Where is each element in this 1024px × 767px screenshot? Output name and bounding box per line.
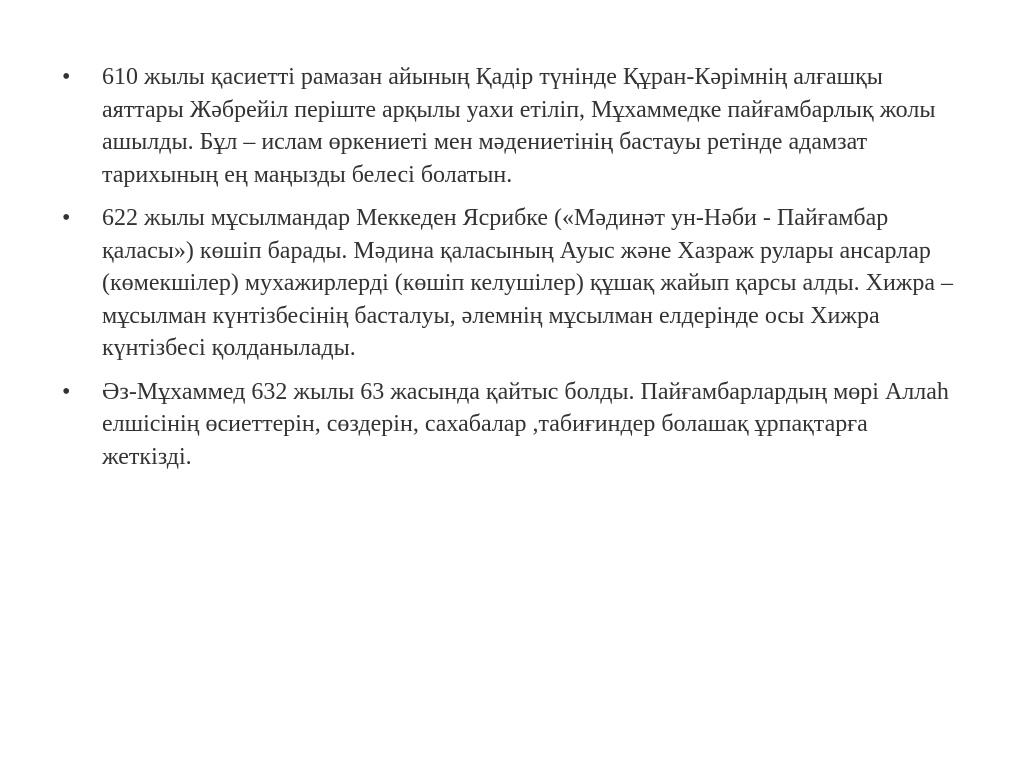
bullet-text: 622 жылы мұсылмандар Меккеден Ясрибке («Мәдинәт ун-Нәби - Пайғамбар қаласы») көшіп барады. Мәдина қаласының Ауыс және Хазраж рулары ансарлар (көмекшілер) мухажирлерді (көшіп келушілер) құшақ жайып қарсы алды. Хижра – мұсылман күнтізбесінің басталуы, әлемнің мұсылман елдерінде осы Хижра күнтізбесі қолданылады. <box>102 205 954 361</box>
bullet-item-632 <box>62 376 962 474</box>
bullet-marker: • <box>62 378 71 405</box>
bullet-list <box>62 61 962 484</box>
bullet-text: 610 жылы қасиетті рамазан айының Қадір түнінде Құран-Кәрімнің алғашқы аяттары Жәбрейіл періште арқылы уахи етіліп, Мұхаммедке пайғамбарлық жолы ашылды. Бұл – ислам өркениеті мен мәдениетінің бастауы ретінде адамзат тарихының ең маңызды белесі болатын. <box>102 64 936 188</box>
bullet-item-622 <box>62 202 962 365</box>
bullet-item-610 <box>62 61 962 191</box>
bullet-marker: • <box>62 64 71 90</box>
bullet-text: Әз-Мұхаммед 632 жылы 63 жасында қайтыс болды. Пайғамбарлардың мөрі Аллаһ елшісінің өсиеттерін, сөздерін, сахабалар ,табиғиндер болашақ ұрпақтарға жеткізді. <box>102 378 949 470</box>
bullet-marker: • <box>62 205 71 231</box>
